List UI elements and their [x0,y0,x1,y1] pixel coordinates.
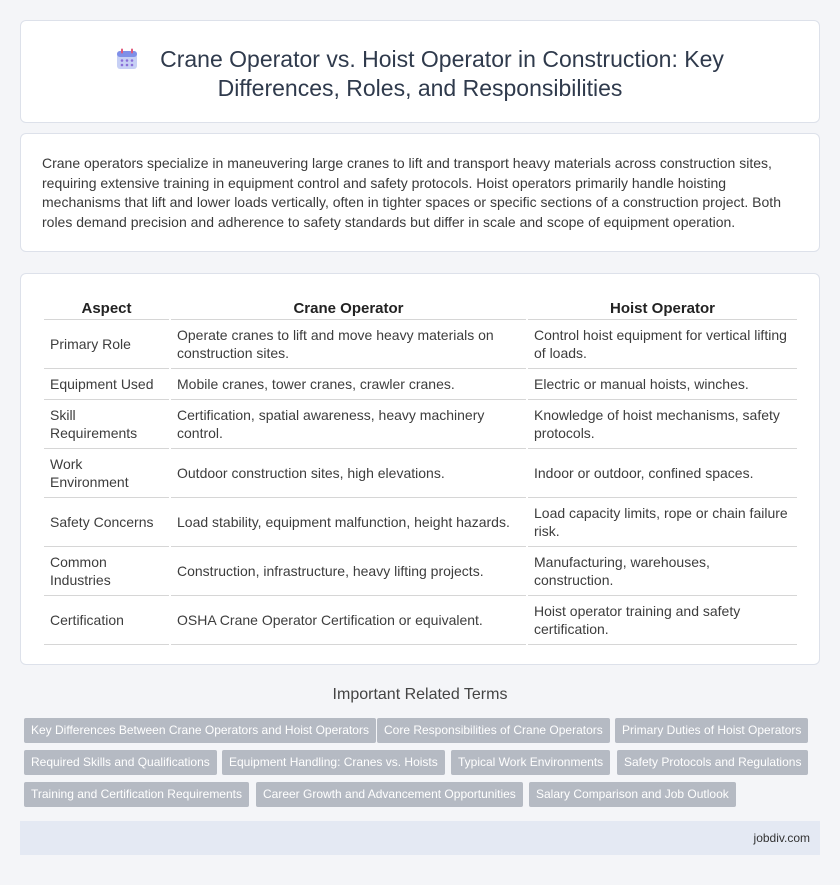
intro-paragraph: Crane operators specialize in maneuvering large cranes to lift and transport heavy materials across construction sites, requiring extensive training in equipment control and safety protocols. Hoist operators primarily handle hoisting mechanisms that lift and lower loads vertically, often in tighter spaces or specific sections of a construction project. Both roles demand precision and adherence to safety standards but differ in scale and scope of equipment operation. [42,155,781,230]
header-hoist-operator: Hoist Operator [528,294,797,320]
table-cell: OSHA Crane Operator Certification or equivalent. [171,596,526,645]
table-cell: Indoor or outdoor, confined spaces. [528,449,797,498]
table-row [44,369,797,400]
table-cell: Mobile cranes, tower cranes, crawler cranes. [171,369,526,400]
related-term-chip[interactable]: Required Skills and Qualifications [24,750,217,775]
table-cell: Electric or manual hoists, winches. [528,369,797,400]
related-term-chip[interactable]: Key Differences Between Crane Operators and Hoist Operators [24,718,376,743]
calendar-icon [116,48,138,70]
table-row [44,547,797,596]
related-term-chip[interactable]: Primary Duties of Hoist Operators [615,718,808,743]
footer [20,821,820,855]
related-terms-title: Important Related Terms [332,686,508,703]
table-row [44,320,797,369]
table-cell: Equipment Used [44,369,169,400]
footer-site: jobdiv.com [753,831,810,845]
related-term-chip[interactable]: Typical Work Environments [451,750,610,775]
related-term-chip[interactable]: Core Responsibilities of Crane Operators [377,718,610,743]
related-term-chip[interactable]: Training and Certification Requirements [24,782,249,807]
table-row [44,400,797,449]
intro-card [20,133,820,252]
table-cell: Operate cranes to lift and move heavy materials on construction sites. [171,320,526,369]
table-cell: Construction, infrastructure, heavy lifting projects. [171,547,526,596]
page-title [21,45,819,103]
table-cell: Knowledge of hoist mechanisms, safety protocols. [528,400,797,449]
related-term-chip[interactable]: Equipment Handling: Cranes vs. Hoists [222,750,445,775]
table-cell: Skill Requirements [44,400,169,449]
table-row [44,449,797,498]
title-card [20,20,820,123]
related-term-chip[interactable]: Safety Protocols and Regulations [617,750,808,775]
table-header-row [44,294,797,320]
table-cell: Safety Concerns [44,498,169,547]
table-cell: Certification, spatial awareness, heavy machinery control. [171,400,526,449]
table-cell: Manufacturing, warehouses, construction. [528,547,797,596]
related-term-chip[interactable]: Salary Comparison and Job Outlook [529,782,736,807]
related-term-chip[interactable]: Career Growth and Advancement Opportunities [256,782,523,807]
table-cell: Control hoist equipment for vertical lifting of loads. [528,320,797,369]
table-cell: Common Industries [44,547,169,596]
table-row [44,596,797,645]
table-cell: Outdoor construction sites, high elevations. [171,449,526,498]
comparison-table [42,294,799,645]
header-crane-operator: Crane Operator [171,294,526,320]
table-cell: Hoist operator training and safety certification. [528,596,797,645]
page-title-text: Crane Operator vs. Hoist Operator in Construction: Key Differences, Roles, and Responsibilities [160,46,724,101]
table-cell: Load stability, equipment malfunction, height hazards. [171,498,526,547]
header-aspect: Aspect [44,294,169,320]
table-cell: Primary Role [44,320,169,369]
table-cell: Certification [44,596,169,645]
table-row [44,498,797,547]
table-cell: Work Environment [44,449,169,498]
table-cell: Load capacity limits, rope or chain failure risk. [528,498,797,547]
comparison-card [20,273,820,665]
